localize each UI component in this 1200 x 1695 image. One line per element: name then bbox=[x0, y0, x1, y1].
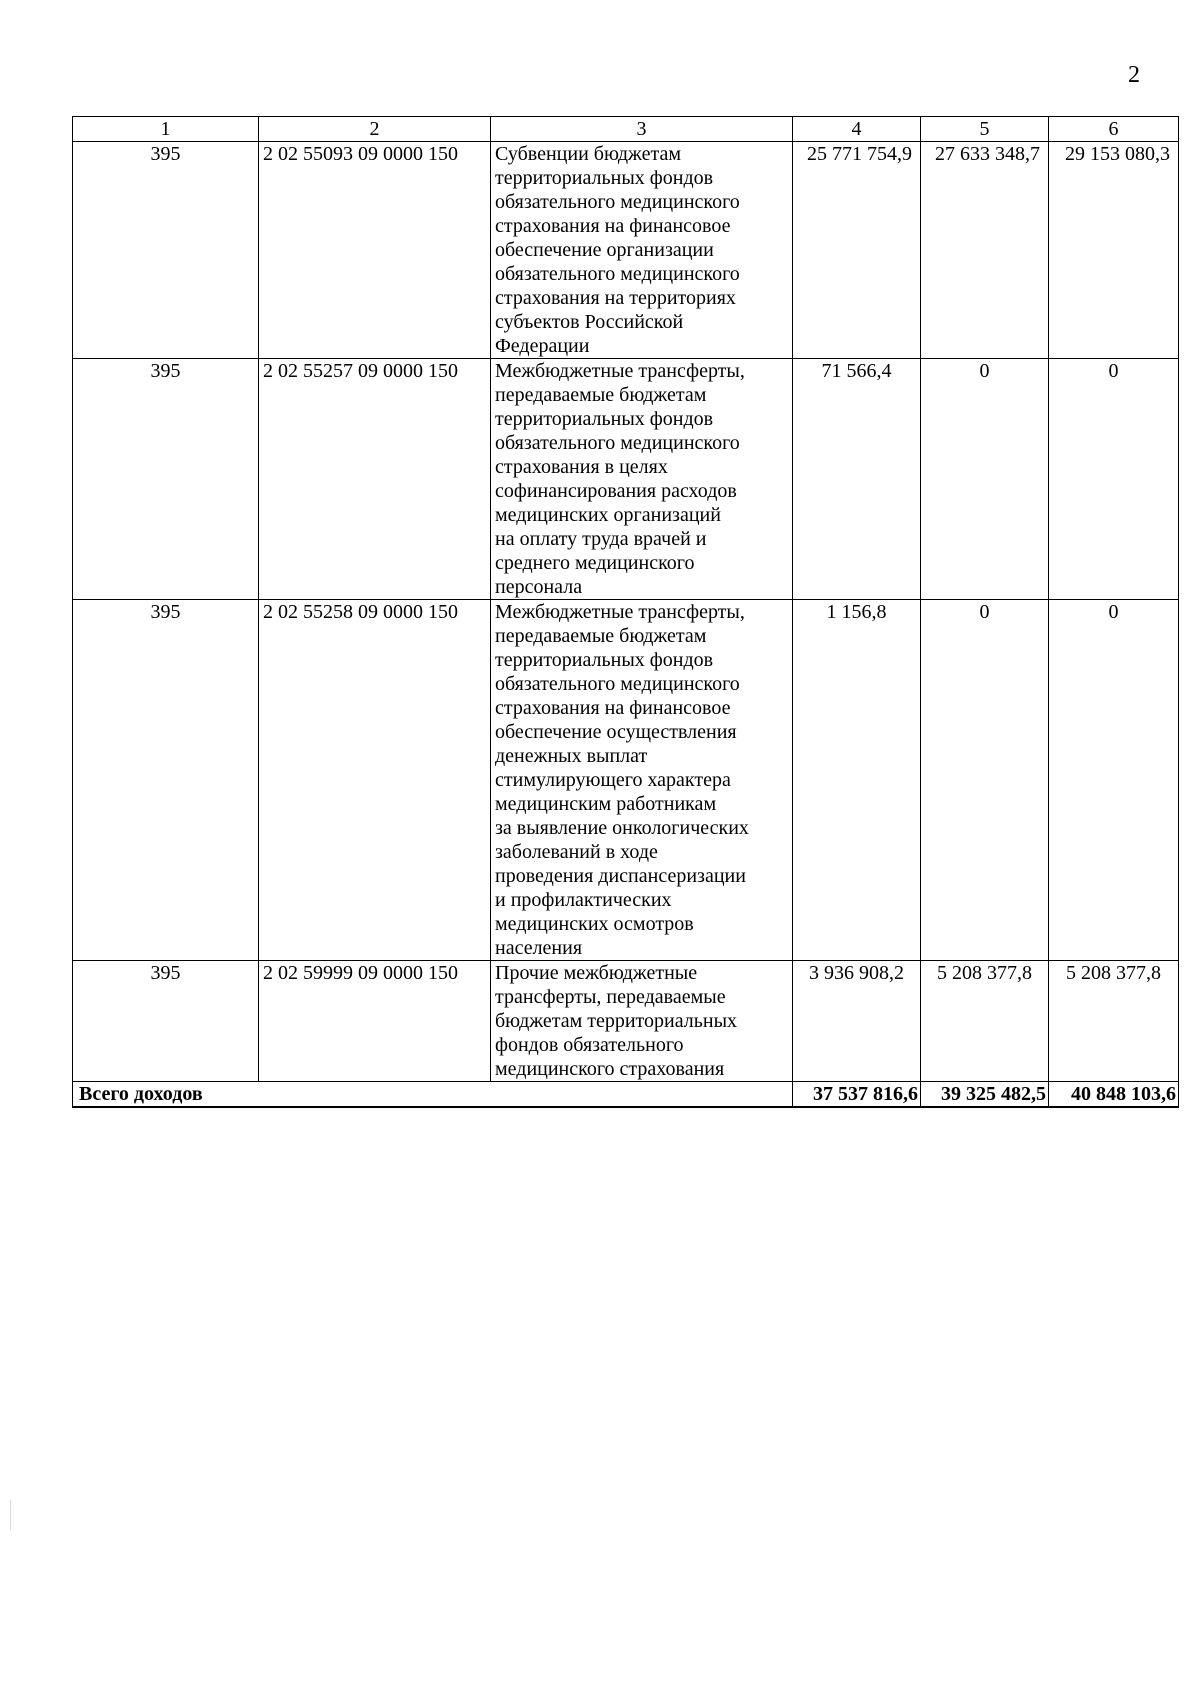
total-col5-cell: 39 325 482,5 bbox=[921, 1082, 1049, 1108]
table-row bbox=[73, 961, 1179, 1082]
description-cell: Межбюджетные трансферты, передаваемые бюджетам территориальных фондов обязательного медицинского страхования в целях софинансирования расходов медицинских организаций на оплату труда врачей и среднего медицинского персонала bbox=[491, 359, 793, 600]
total-col4-cell: 37 537 816,6 bbox=[793, 1082, 921, 1108]
total-row bbox=[73, 1082, 1179, 1108]
budget-code-cell: 2 02 59999 09 0000 150 bbox=[259, 961, 491, 1082]
amount-col5-cell: 0 bbox=[921, 359, 1049, 600]
amount-col5-cell: 27 633 348,7 bbox=[921, 142, 1049, 359]
table-row bbox=[73, 142, 1179, 359]
amount-col4-cell: 71 566,4 bbox=[793, 359, 921, 600]
scan-margin-mark bbox=[10, 1500, 11, 1530]
description-cell: Межбюджетные трансферты, передаваемые бюджетам территориальных фондов обязательного медицинского страхования на финансовое обеспечение осуществления денежных выплат стимулирующего характера медицинским работникам за выявление онкологических заболеваний в ходе проведения диспансеризации и профилактических медицинских осмотров населения bbox=[491, 600, 793, 961]
table-row bbox=[73, 600, 1179, 961]
table-row bbox=[73, 359, 1179, 600]
page-number: 2 bbox=[1128, 62, 1140, 88]
description-cell: Субвенции бюджетам территориальных фондов обязательного медицинского страхования на финансовое обеспечение организации обязательного медицинского страхования на территориях субъектов Российской Федерации bbox=[491, 142, 793, 359]
column-header-5: 5 bbox=[921, 117, 1049, 142]
admin-code-cell: 395 bbox=[73, 600, 259, 961]
column-header-2: 2 bbox=[259, 117, 491, 142]
amount-col6-cell: 29 153 080,3 bbox=[1049, 142, 1179, 359]
budget-code-cell: 2 02 55258 09 0000 150 bbox=[259, 600, 491, 961]
amount-col6-cell: 0 bbox=[1049, 359, 1179, 600]
revenue-table bbox=[72, 116, 1179, 1108]
description-cell: Прочие межбюджетные трансферты, передаваемые бюджетам территориальных фондов обязательного медицинского страхования bbox=[491, 961, 793, 1082]
admin-code-cell: 395 bbox=[73, 142, 259, 359]
amount-col6-cell: 5 208 377,8 bbox=[1049, 961, 1179, 1082]
budget-code-cell: 2 02 55257 09 0000 150 bbox=[259, 359, 491, 600]
amount-col6-cell: 0 bbox=[1049, 600, 1179, 961]
column-header-3: 3 bbox=[491, 117, 793, 142]
column-header-6: 6 bbox=[1049, 117, 1179, 142]
amount-col4-cell: 3 936 908,2 bbox=[793, 961, 921, 1082]
column-header-1: 1 bbox=[73, 117, 259, 142]
total-label: Всего доходов bbox=[73, 1082, 793, 1108]
total-col6-cell: 40 848 103,6 bbox=[1049, 1082, 1179, 1108]
table-header-row bbox=[73, 117, 1179, 142]
admin-code-cell: 395 bbox=[73, 359, 259, 600]
amount-col5-cell: 0 bbox=[921, 600, 1049, 961]
column-header-4: 4 bbox=[793, 117, 921, 142]
admin-code-cell: 395 bbox=[73, 961, 259, 1082]
amount-col4-cell: 1 156,8 bbox=[793, 600, 921, 961]
amount-col4-cell: 25 771 754,9 bbox=[793, 142, 921, 359]
budget-code-cell: 2 02 55093 09 0000 150 bbox=[259, 142, 491, 359]
amount-col5-cell: 5 208 377,8 bbox=[921, 961, 1049, 1082]
